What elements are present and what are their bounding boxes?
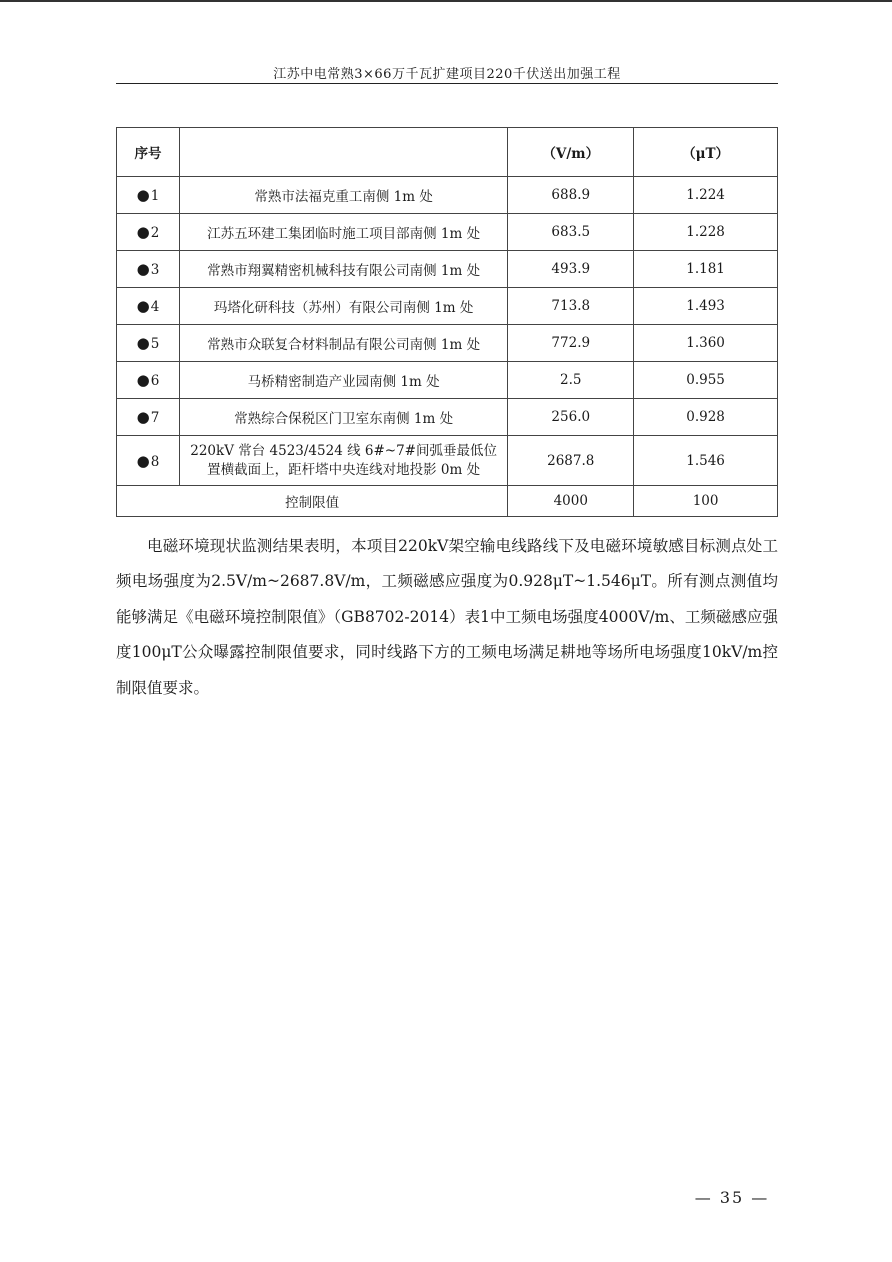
header-mfield: （μT） — [634, 128, 778, 177]
header-efield: （V/m） — [508, 128, 634, 177]
top-border-rule — [0, 0, 892, 2]
row-efield: 683.5 — [508, 214, 634, 251]
table-row — [117, 325, 778, 362]
row-efield: 2.5 — [508, 362, 634, 399]
row-mfield: 1.224 — [634, 177, 778, 214]
dot-marker-icon: ● — [136, 186, 150, 204]
row-location: 马桥精密制造产业园南侧 1m 处 — [179, 362, 507, 399]
header-location — [179, 128, 507, 177]
table-row — [117, 177, 778, 214]
header-rule — [116, 83, 778, 84]
header-index: 序号 — [117, 128, 180, 177]
row-index: ●6 — [117, 362, 180, 399]
dot-marker-icon: ● — [136, 260, 150, 278]
table-row — [117, 288, 778, 325]
row-index: ●7 — [117, 399, 180, 436]
row-mfield: 1.546 — [634, 436, 778, 486]
row-mfield: 0.955 — [634, 362, 778, 399]
row-efield: 256.0 — [508, 399, 634, 436]
table-row — [117, 251, 778, 288]
row-mfield: 1.493 — [634, 288, 778, 325]
row-mfield: 1.360 — [634, 325, 778, 362]
table-row — [117, 436, 778, 486]
row-index: ●2 — [117, 214, 180, 251]
row-mfield: 1.228 — [634, 214, 778, 251]
page-header: 江苏中电常熟3×66万千瓦扩建项目220千伏送出加强工程 — [273, 67, 621, 82]
row-location: 常熟市翔翼精密机械科技有限公司南侧 1m 处 — [179, 251, 507, 288]
row-location: 常熟市法福克重工南侧 1m 处 — [179, 177, 507, 214]
dot-marker-icon: ● — [136, 451, 150, 470]
row-index: ●4 — [117, 288, 180, 325]
row-index: ●5 — [117, 325, 180, 362]
row-efield: 688.9 — [508, 177, 634, 214]
table-row — [117, 214, 778, 251]
measurement-table — [116, 127, 778, 517]
row-index: ●3 — [117, 251, 180, 288]
row-index: ●1 — [117, 177, 180, 214]
row-mfield: 1.181 — [634, 251, 778, 288]
row-location: 220kV 常台 4523/4524 线 6#~7#间弧垂最低位 置横截面上，距杆塔中央连线对地投影 0m 处 — [179, 436, 507, 486]
limit-row — [117, 486, 778, 517]
row-efield: 2687.8 — [508, 436, 634, 486]
page-number: — 35 — — [694, 1188, 770, 1207]
table-header-row — [117, 128, 778, 177]
row-location: 江苏五环建工集团临时施工项目部南侧 1m 处 — [179, 214, 507, 251]
dot-marker-icon: ● — [136, 334, 150, 352]
row-location: 常熟综合保税区门卫室东南侧 1m 处 — [179, 399, 507, 436]
row-efield: 713.8 — [508, 288, 634, 325]
row-location: 常熟市众联复合材料制品有限公司南侧 1m 处 — [179, 325, 507, 362]
row-efield: 772.9 — [508, 325, 634, 362]
dot-marker-icon: ● — [136, 297, 150, 315]
dot-marker-icon: ● — [136, 371, 150, 389]
table-row — [117, 399, 778, 436]
table-row — [117, 362, 778, 399]
row-efield: 493.9 — [508, 251, 634, 288]
row-index: ●8 — [117, 436, 180, 486]
row-mfield: 0.928 — [634, 399, 778, 436]
limit-efield: 4000 — [508, 486, 634, 517]
row-location: 玛塔化研科技（苏州）有限公司南侧 1m 处 — [179, 288, 507, 325]
conclusion-paragraph: 电磁环境现状监测结果表明，本项目220kV架空输电线路线下及电磁环境敏感目标测点处工频电场强度为2.5V/m~2687.8V/m，工频磁感应强度为0.928μT~1.546μT。所有测点测值均能够满足《电磁环境控制限值》（GB8702-2014）表1中工频电场强度4000V/m、工频磁感应强度100μT公众曝露控制限值要求，同时线路下方的工频电场满足耕地等场所电场强度10kV/m控制限值要求。 — [116, 536, 778, 697]
limit-mfield: 100 — [634, 486, 778, 517]
limit-label: 控制限值 — [117, 486, 508, 517]
dot-marker-icon: ● — [136, 223, 150, 241]
dot-marker-icon: ● — [136, 408, 150, 426]
